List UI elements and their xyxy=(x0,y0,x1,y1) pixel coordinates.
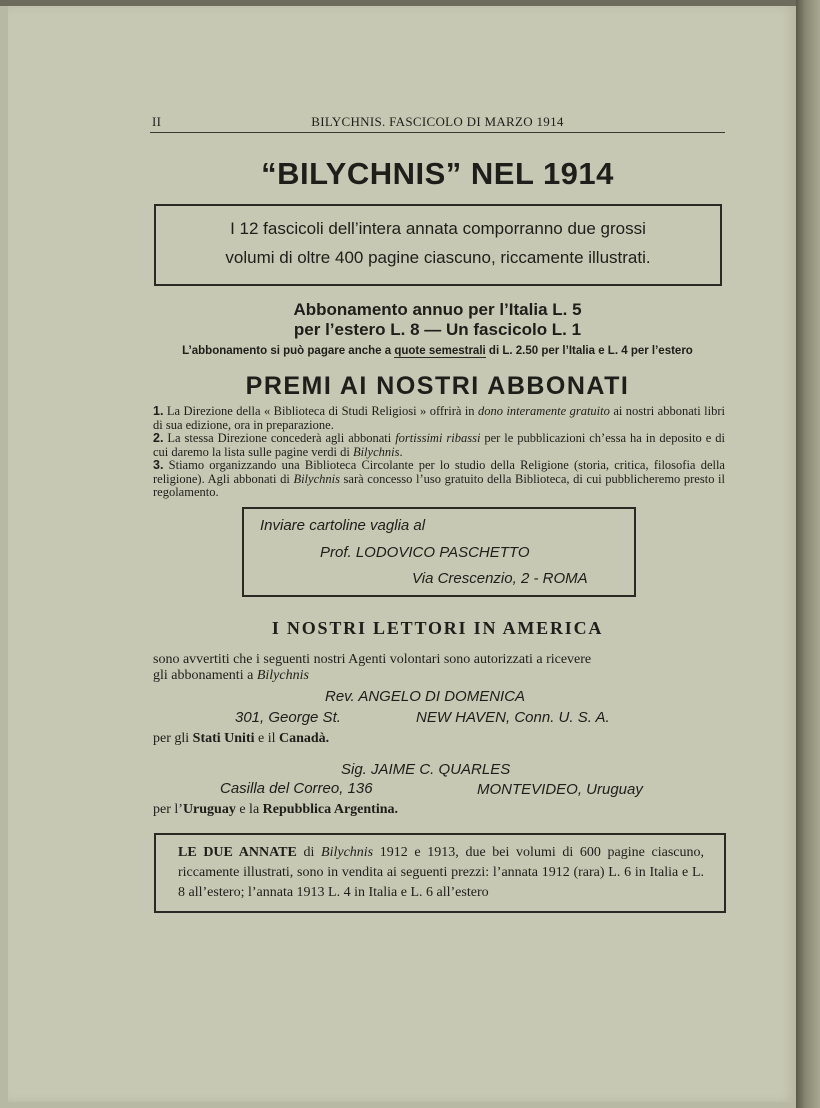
address-line-1: Inviare cartoline vaglia al xyxy=(260,517,426,534)
agent-1-street: 301, George St. xyxy=(235,709,341,726)
annata-line-1: I 12 fascicoli dell’intera annata comporranno due grossi xyxy=(230,219,646,238)
agent-region-text: per l’ xyxy=(153,802,183,817)
premi-item-emphasis: Bilychnis xyxy=(352,444,400,459)
annate-text: 1912 e 1913, due bei volumi di 600 pagine ciascuno, riccamente illustrati, sono in vendita ai seguenti prezzi: l’annata 1912 (rara) L. 6 in Italia e L. 8 all’estero; l’annata 1913 L. 4 in Italia e L. 6 all’estero xyxy=(178,845,705,900)
agent-1-name: Rev. ANGELO DI DOMENICA xyxy=(325,688,526,705)
premi-item-number: 1. xyxy=(153,404,164,418)
annate-lead: LE DUE ANNATE xyxy=(178,845,297,860)
page-right-edge xyxy=(796,0,820,1108)
subscription-underlined: quote semestrali xyxy=(394,345,486,357)
america-title: I NOSTRI LETTORI IN AMERICA xyxy=(271,618,604,638)
premi-item-number: 2. xyxy=(153,431,164,445)
agent-region-text: e la xyxy=(235,802,263,817)
page-title: “BILYCHNIS” NEL 1914 xyxy=(261,156,614,191)
agent-region-bold: Repubblica Argentina. xyxy=(262,802,399,817)
premi-item-text: sarà concesso l’uso gratuito della Biblioteca, di cui pubblicheremo presto il regolamento. xyxy=(153,471,725,499)
america-intro-text: gli abbonamenti a xyxy=(153,668,257,683)
premi-item-3 xyxy=(153,459,725,500)
subscription-line-3-post: di L. 2.50 per l’Italia e L. 4 per l’estero xyxy=(485,345,693,357)
annate-emphasis: Bilychnis xyxy=(321,845,374,860)
america-intro-2 xyxy=(153,668,309,684)
premi-item-text: La Direzione della « Biblioteca di Studi Religiosi » offrirà in xyxy=(163,404,478,418)
address-box xyxy=(242,507,636,597)
america-intro-1: sono avvertiti che i seguenti nostri Agenti volontari sono autorizzati a ricevere xyxy=(153,652,592,667)
address-line-3: Via Crescenzio, 2 - ROMA xyxy=(412,570,588,587)
annate-text: di xyxy=(296,845,322,860)
premi-title: PREMI AI NOSTRI ABBONATI xyxy=(245,372,630,400)
subscription-line-3 xyxy=(150,345,725,357)
agent-region-bold: Stati Uniti xyxy=(192,731,255,746)
address-line-2: Prof. LODOVICO PASCHETTO xyxy=(320,544,530,561)
premi-list xyxy=(153,405,725,500)
premi-item-text: . xyxy=(399,444,403,459)
annate-box xyxy=(154,833,726,913)
subscription-line-2: per l’estero L. 8 — Un fascicolo L. 1 xyxy=(293,320,582,339)
agent-1-region xyxy=(153,731,329,747)
premi-item-emphasis: fortissimi ribassi xyxy=(395,431,481,445)
premi-item-text: Stiamo organizzando una Biblioteca Circolante per lo studio della Religione (storia, critica, filosofia della religione). Agli abbonati di xyxy=(153,458,725,486)
premi-item-emphasis: Bilychnis xyxy=(293,471,340,486)
agent-1-city: NEW HAVEN, Conn. U. S. A. xyxy=(416,709,610,726)
premi-item-emphasis: dono interamente gratuito xyxy=(478,404,610,418)
running-title: BILYCHNIS. FASCICOLO DI MARZO 1914 xyxy=(311,114,564,129)
premi-item-text: per le pubblicazioni ch’essa ha in deposito e di cui daremo la lista sulle pagine verdi di xyxy=(153,431,725,459)
agent-region-text: e il xyxy=(254,731,279,746)
agent-region-bold: Canadà. xyxy=(279,731,330,746)
premi-item-text: ai nostri abbonati libri di sua edizione, ora in preparazione. xyxy=(153,404,725,432)
premi-item-number: 3. xyxy=(153,458,164,472)
premi-item-text: La stessa Direzione concederà agli abbonati xyxy=(163,431,396,445)
subscription-line-1: Abbonamento annuo per l’Italia L. 5 xyxy=(293,300,582,319)
running-head xyxy=(150,110,725,133)
agent-2-city: MONTEVIDEO, Uruguay xyxy=(477,781,643,798)
agent-region-text: per gli xyxy=(153,731,193,746)
america-intro-emphasis: Bilychnis xyxy=(256,668,309,683)
agent-region-bold: Uruguay xyxy=(182,802,236,817)
agent-2-street: Casilla del Correo, 136 xyxy=(220,780,373,797)
annata-line-2: volumi di oltre 400 pagine ciascuno, riccamente illustrati. xyxy=(225,248,651,267)
agent-2-name: Sig. JAIME C. QUARLES xyxy=(341,761,511,778)
page-number: II xyxy=(152,114,162,129)
premi-item-1 xyxy=(153,405,725,432)
agent-2-region xyxy=(153,802,398,818)
annata-box xyxy=(154,204,722,286)
subscription-line-3-pre: L’abbonamento si può pagare anche a xyxy=(182,345,395,357)
premi-item-2 xyxy=(153,432,725,459)
